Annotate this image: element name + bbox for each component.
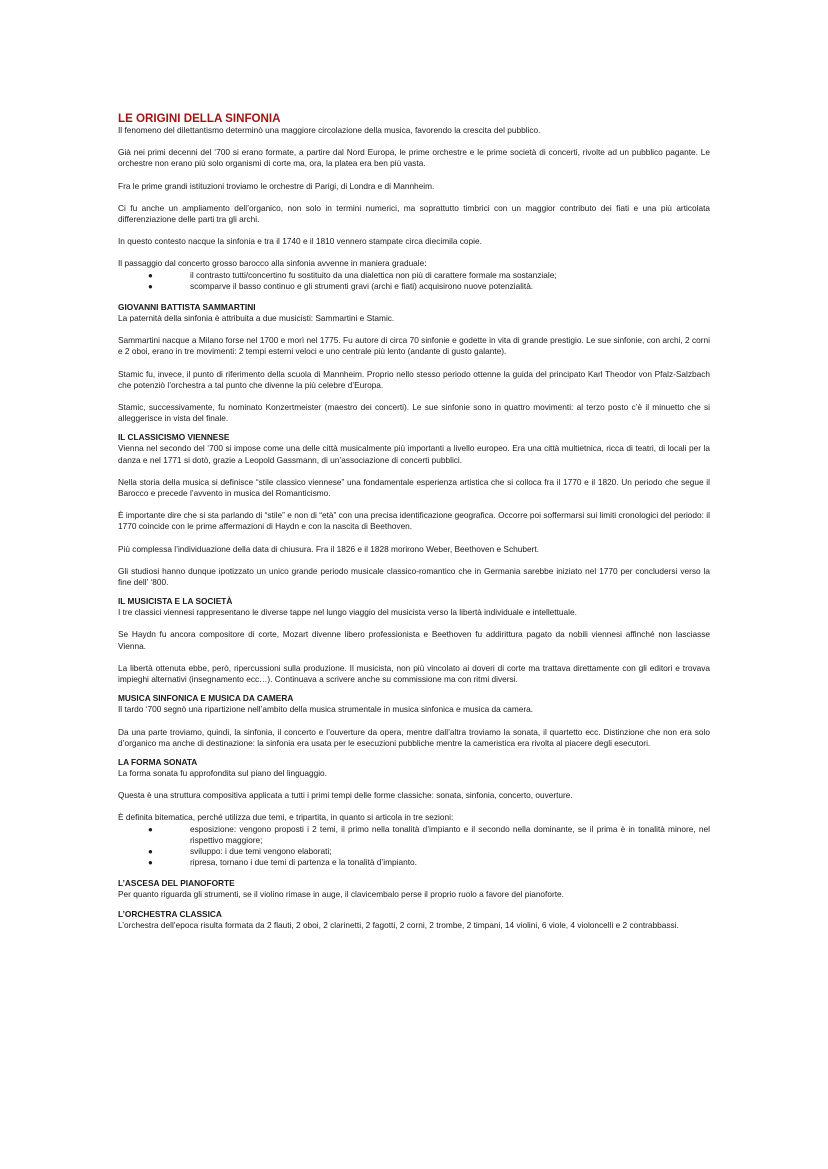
section-origini xyxy=(118,125,710,292)
section-heading: LA FORMA SONATA xyxy=(118,756,198,767)
paragraph: La paternità della sinfonia è attribuita a due musicisti: Sammartini e Stamic. xyxy=(118,313,395,324)
paragraph: Stamic, successivamente, fu nominato Konzertmeister (maestro dei concerti). Le sue sinfonie sono in quattro movimenti: al terzo posto c’è il minuetto che si alleggerisce in vista del finale. xyxy=(118,402,710,424)
paragraph: Vienna nel secondo del ‘700 si impose come una delle città musicalmente più importanti a livello europeo. Era una città multietnica, ricca di teatri, di locali per la danza e nel 1771 si dotò, grazie a Leopold Gassmann, di un’associazione di concerti pubblici. xyxy=(118,443,710,465)
document-title: LE ORIGINI DELLA SINFONIA xyxy=(118,112,281,125)
paragraph: Gli studiosi hanno dunque ipotizzato un unico grande periodo musicale classico-romantico che in Germania sarebbe iniziato nel 1770 per concludersi verso la fine dell’ ‘800. xyxy=(118,565,710,588)
list-item: ● il contrasto tutti/concertino fu sostituito da una dialettica non più di carattere formale ma sostanziale; xyxy=(148,269,557,280)
paragraph: Fra le prime grandi istituzioni troviamo le orchestre di Parigi, di Londra e di Mannheim. xyxy=(118,180,435,191)
section-heading: IL MUSICISTA E LA SOCIETÀ xyxy=(118,596,233,607)
paragraph: Il tardo ‘700 segnò una ripartizione nell’ambito della musica strumentale in musica sinfonica e musica da camera. xyxy=(118,704,534,715)
paragraph: È importante dire che si sta parlando di “stile” e non di “età” con una precisa identificazione geografica. Occorre poi soffermarsi sui limiti cronologici del periodo: il 1770 coincide con le prime affermazioni di Haydn e con la nascita di Beethoven. xyxy=(118,510,710,532)
bullet-icon: ● xyxy=(148,858,153,868)
paragraph: Già nei primi decenni del ‘700 si erano formate, a partire dal Nord Europa, le prime orchestre e le prime società di concerti, rivolte ad un pubblico pagante. Le orchestre non erano più solo organismi di corte ma, ora, la platea era ben più vasta. xyxy=(118,147,710,169)
paragraph: Da una parte troviamo, quindi, la sinfonia, il concerto e l’ouverture da opera, mentre dall’altra troviamo la sonata, il quartetto ecc. Distinzione che non era solo d’organico ma anche di destinazione: la sinfonia era usata per le esecuzioni pubbliche mentre la cameristica era rivolta al piacere degli esecutori. xyxy=(118,726,710,748)
bullet-list xyxy=(118,824,710,869)
section-camera xyxy=(118,693,710,749)
paragraph: Stamic fu, invece, il punto di riferimento della scuola di Mannheim. Proprio nello stesso periodo ottenne la guida del principato Karl Theodor von Pfalz-Salzbach che potenziò l’orchestra a tal punto che divenne la più celebre d’Europa. xyxy=(118,368,710,390)
paragraph: Più complessa l’individuazione della data di chiusura. Fra il 1826 e il 1828 morirono Weber, Beethoven e Schubert. xyxy=(118,543,539,554)
paragraph: Se Haydn fu ancora compositore di corte, Mozart divenne libero professionista e Beethoven fu addirittura pagato da nobili viennesi affinché non lasciasse Vienna. xyxy=(118,629,710,651)
bullet-icon: ● xyxy=(148,824,153,834)
paragraph: È definita bitematica, perché utilizza due temi, e tripartita, in quanto si articola in tre sezioni: xyxy=(118,812,454,823)
list-item: ● scomparve il basso continuo e gli strumenti gravi (archi e fiati) acquisirono nuove potenzialità. xyxy=(148,280,534,291)
paragraph: Per quanto riguarda gli strumenti, se il violino rimase in auge, il clavicembalo perse il proprio ruolo a favore del pianoforte. xyxy=(118,889,564,900)
list-item: ● ripresa, tornano i due temi di partenza e la tonalità d’impianto. xyxy=(148,857,417,868)
section-sonata xyxy=(118,757,710,868)
paragraph: Il fenomeno del dilettantismo determinò una maggiore circolazione della musica, favorendo la crescita del pubblico. xyxy=(118,125,541,135)
list-item: ● esposizione: vengono proposti i 2 temi, il primo nella tonalità d’impianto e il secondo nella dominante, se il prima è in tonalità minore, nel rispettivo maggiore; xyxy=(148,823,710,845)
bullet-icon: ● xyxy=(148,846,153,856)
paragraph: Questa è una struttura compositiva applicata a tutti i primi tempi delle forme classiche: sonata, sinfonia, concerto, ouverture. xyxy=(118,790,573,801)
paragraph: Il passaggio dal concerto grosso barocco alla sinfonia avvenne in maniera graduale: xyxy=(118,258,427,269)
paragraph: In questo contesto nacque la sinfonia e tra il 1740 e il 1810 vennero stampate circa diecimila copie. xyxy=(118,236,482,247)
paragraph: I tre classici viennesi rappresentano le diverse tappe nel lungo viaggio del musicista verso la libertà individuale e intellettuale. xyxy=(118,607,577,618)
paragraph: Ci fu anche un ampliamento dell’organico, non solo in termini numerici, ma soprattutto timbrici con un maggior contributo dei fiati e una più articolata differenziazione delle parti tra gli archi. xyxy=(118,202,710,225)
paragraph: Nella storia della musica si definisce “stile classico viennese” una fondamentale esperienza artistica che si colloca fra il 1770 e il 1820. Un periodo che segue il Barocco e precede l’avvento in musica del Romanticismo. xyxy=(118,476,710,499)
section-pianoforte xyxy=(118,878,710,900)
section-musicista xyxy=(118,596,710,685)
section-orchestra xyxy=(118,909,710,931)
section-heading: MUSICA SINFONICA E MUSICA DA CAMERA xyxy=(118,693,294,704)
bullet-icon: ● xyxy=(148,281,153,291)
bullet-list xyxy=(118,270,710,292)
paragraph: Sammartini nacque a Milano forse nel 1700 e morì nel 1775. Fu autore di circa 70 sinfonie e godette in vita di grande prestigio. Le sue sinfonie, con archi, 2 corni e 2 oboi, erano in tre movimenti: 2 tempi esterni veloci e uno centrale più lento (andante di gusto galante). xyxy=(118,335,710,357)
section-heading: L’ASCESA DEL PIANOFORTE xyxy=(118,878,235,889)
paragraph: La forma sonata fu approfondita sul piano del linguaggio. xyxy=(118,767,327,778)
section-sammartini xyxy=(118,302,710,424)
bullet-icon: ● xyxy=(148,270,153,280)
paragraph: La libertà ottenuta ebbe, però, ripercussioni sulla produzione. Il musicista, non più vincolato ai doveri di corte ma trattava direttamente con gli editori e trovava impieghi alternativi (insegnamento ecc…). Continuava a scrivere anche su commissione ma con ritmi diversi. xyxy=(118,662,710,685)
list-item: ● sviluppo: i due temi vengono elaborati; xyxy=(148,845,332,856)
paragraph: L’orchestra dell’epoca risulta formata da 2 flauti, 2 oboi, 2 clarinetti, 2 fagotti, 2 corni, 2 trombe, 2 timpani, 14 violini, 6 viole, 4 violoncelli e 2 contrabbassi. xyxy=(118,919,679,930)
section-heading: L’ORCHESTRA CLASSICA xyxy=(118,908,222,919)
section-classicismo xyxy=(118,432,710,588)
section-heading: IL CLASSICISMO VIENNESE xyxy=(118,432,230,443)
section-heading: GIOVANNI BATTISTA SAMMARTINI xyxy=(118,302,256,313)
